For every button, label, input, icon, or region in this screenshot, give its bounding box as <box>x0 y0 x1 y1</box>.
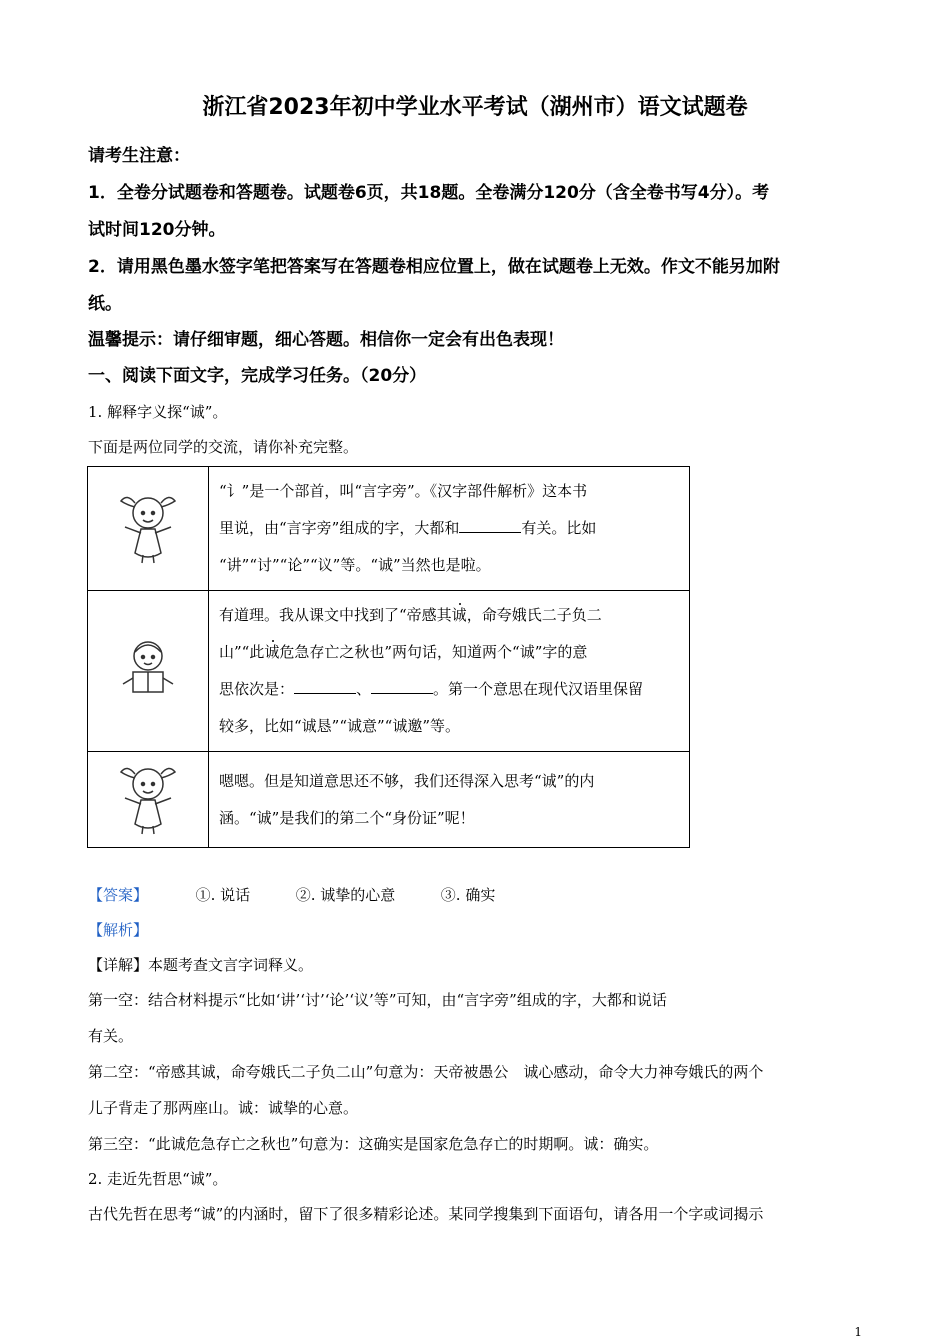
row3-line2: 涵。“诚”是我们的第二个“身份证”呢！ <box>219 808 475 827</box>
q1-title: 1. 解释字义探“诚”。 <box>88 403 228 421</box>
blank-1 <box>459 518 521 533</box>
analysis-label: 【解析】 <box>88 921 149 939</box>
answer-line <box>88 877 868 913</box>
row2-line3-sep: 、 <box>356 680 372 698</box>
row1-line3: “讲”“讨”“论”“议”等。“诚”当然也是啦。 <box>219 556 491 574</box>
row2-line3 <box>219 671 679 708</box>
dotted-char-1: 诚 <box>451 606 467 624</box>
detail-line: 【详解】本题考查文言字词释义。 <box>88 956 314 974</box>
q2-title: 2. 走近先哲思“诚”。 <box>88 1170 228 1188</box>
row2-line2-a: 山”“此 <box>219 643 265 661</box>
section-heading: 一、阅读下面文字，完成学习任务。（20分） <box>88 366 427 386</box>
dialog-text-2 <box>209 591 690 752</box>
girl-avatar-cell-2 <box>88 752 209 848</box>
notice-heading: 请考生注意： <box>88 146 190 166</box>
row2-line3-b: 。第一个意思在现代汉语里保留 <box>433 680 644 698</box>
blank-2 <box>294 679 356 694</box>
row2-line1-b: ，命夸娥氏二子负二 <box>466 606 602 624</box>
explain-1-line2: 有关。 <box>88 1027 134 1045</box>
row2-line4: 较多，比如“诚恳”“诚意”“诚邀”等。 <box>219 717 461 735</box>
dialog-row-2 <box>88 591 690 752</box>
row2-line2-b: 危急存亡之秋也”两句话，知道两个“诚”字的意 <box>279 643 588 661</box>
boy-avatar-cell <box>88 591 209 752</box>
dialog-row-1 <box>88 467 690 591</box>
page-title: 浙江省2023年初中学业水平考试（湖州市）语文试题卷 <box>202 95 748 120</box>
notice-item1-line2: 试时间120分钟。 <box>88 220 226 240</box>
notice-item1-line1: 1．全卷分试题卷和答题卷。试题卷6页，共18题。全卷满分120分（含全卷书写4分）。考 <box>88 183 770 203</box>
row1-line1: “讠”是一个部首，叫“言字旁”。《汉字部件解析》这本书 <box>219 482 588 500</box>
dialog-text-3 <box>209 752 690 848</box>
blank-3 <box>371 679 433 694</box>
row2-line1 <box>219 597 679 634</box>
row2-line2 <box>219 634 679 671</box>
dialog-text-1 <box>209 467 690 591</box>
notice-item2-line1: 2．请用黑色墨水签字笔把答案写在答题卷相应位置上，做在试题卷上无效。作文不能另加附 <box>88 257 780 277</box>
explain-1-line1: 第一空：结合材料提示“比如‘讲’‘讨’‘论’‘议’等”可知，由“言字旁”组成的字，大都和说话 <box>88 991 667 1009</box>
girl-cartoon-icon <box>113 487 183 567</box>
answer-2: ②. 诚挚的心意 <box>295 886 396 904</box>
row2-line1-a: 有道理。我从课文中找到了“帝感其 <box>219 606 452 624</box>
girl-avatar-cell <box>88 467 209 591</box>
q2-line1: 古代先哲在思考“诚”的内涵时，留下了很多精彩论述。某同学搜集到下面语句，请各用一个字或词揭示 <box>88 1205 764 1223</box>
dialog-row-3 <box>88 752 690 848</box>
dotted-char-2: 诚 <box>264 643 280 661</box>
answer-1: ①. 说话 <box>195 886 251 904</box>
q1-intro: 下面是两位同学的交流，请你补充完整。 <box>88 438 359 456</box>
explain-2-line1: 第二空：“帝感其诚，命夸娥氏二子负二山”句意为：天帝被愚公 诚心感动，命令大力神夸娥氏的两个 <box>88 1063 764 1081</box>
page-number: 1 <box>854 1325 862 1339</box>
notice-tip: 温馨提示：请仔细审题，细心答题。相信你一定会有出色表现！ <box>88 330 564 350</box>
notice-item2-line2: 纸。 <box>88 294 122 314</box>
dialog-table <box>87 466 690 848</box>
row1-line2-b: 有关。比如 <box>521 519 597 537</box>
answer-3: ③. 确实 <box>440 886 496 904</box>
row1-line2-a: 里说，由“言字旁”组成的字，大都和 <box>219 519 460 537</box>
explain-3: 第三空：“此诚危急存亡之秋也”句意为：这确实是国家危急存亡的时期啊。诚：确实。 <box>88 1135 659 1153</box>
row1-line2 <box>219 510 679 547</box>
answer-label: 【答案】 <box>88 886 149 904</box>
girl-cartoon-icon <box>113 758 183 838</box>
row2-line3-a: 思依次是： <box>219 680 295 698</box>
row3-line1: 嗯嗯。但是知道意思还不够，我们还得深入思考“诚”的内 <box>219 771 595 790</box>
boy-reading-icon <box>113 634 183 704</box>
explain-2-line2: 儿子背走了那两座山。诚：诚挚的心意。 <box>88 1099 359 1117</box>
